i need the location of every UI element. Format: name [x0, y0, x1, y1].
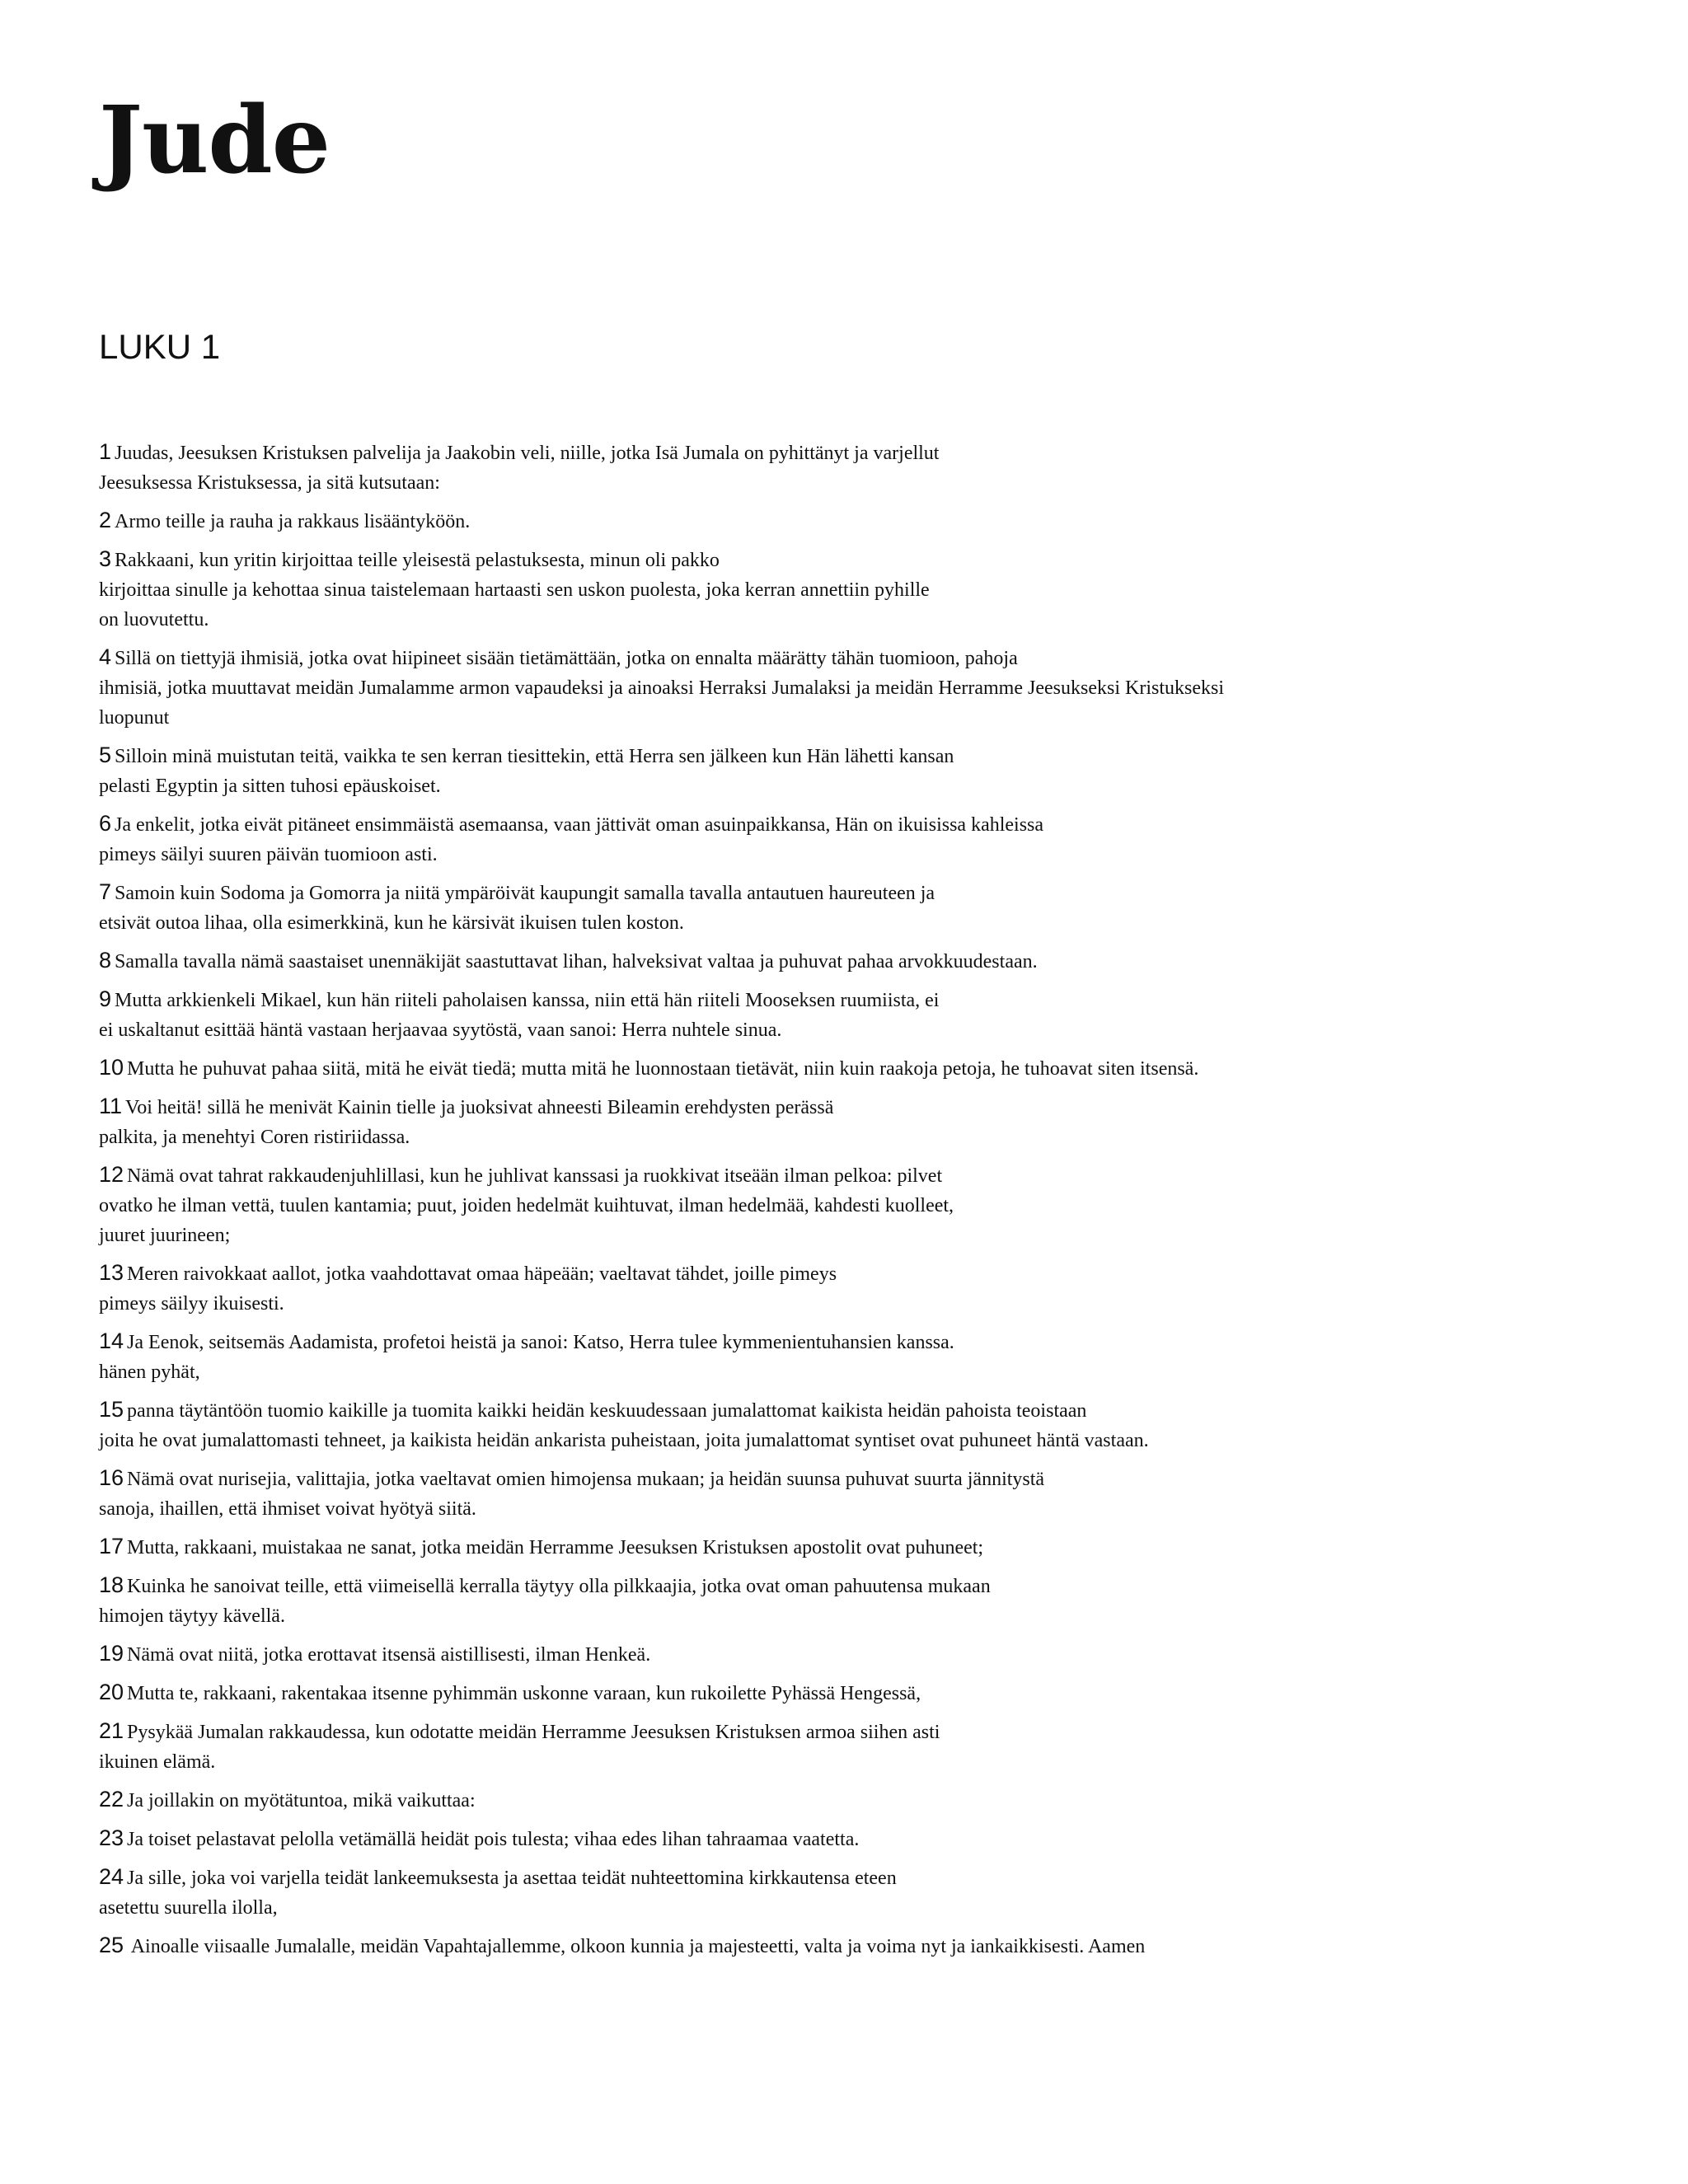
verse-text: Ja sille, joka voi varjella teidät lankeemuksesta ja asettaa teidät nuhteettomina kirkkautensa eteen	[127, 1868, 897, 1889]
verse-number: 19	[99, 1641, 124, 1666]
verse-line: asetettu suurella ilolla,	[99, 1897, 278, 1919]
verse-text: Mutta he puhuvat pahaa siitä, mitä he eivät tiedä; mutta mitä he luonnostaan tietävät, niin kuin raakoja petoja, he tuhoavat siten itsensä.	[127, 1058, 1199, 1080]
verse-1	[99, 437, 1500, 498]
verse-text: Armo teille ja rauha ja rakkaus lisääntyköön.	[115, 511, 471, 532]
verse-text: Ja joillakin on myötätuntoa, mikä vaikuttaa:	[127, 1790, 476, 1811]
verse-8	[99, 945, 1500, 977]
verse-line	[99, 984, 1500, 1015]
verse-line: etsivät outoa lihaa, olla esimerkkinä, kun he kärsivät ikuisen tulen koston.	[99, 912, 684, 934]
verse-25	[99, 1930, 1500, 1961]
verse-line: sanoja, ihaillen, että ihmiset voivat hyötyä siitä.	[99, 1498, 476, 1520]
verse-22	[99, 1784, 1500, 1816]
verse-line	[99, 1258, 1500, 1289]
verse-line: on luovutettu.	[99, 609, 209, 630]
verse-number: 20	[99, 1680, 124, 1704]
verse-line	[99, 1638, 1500, 1670]
verse-text: Ja toiset pelastavat pelolla vetämällä heidät pois tulesta; vihaa edes lihan tahraamaa vaatetta.	[127, 1829, 860, 1850]
verse-line	[99, 437, 1500, 468]
verse-number: 23	[99, 1825, 124, 1850]
verse-text: Pysykää Jumalan rakkaudessa, kun odotatte meidän Herramme Jeesuksen Kristuksen armoa siihen asti	[127, 1722, 940, 1743]
verse-number: 10	[99, 1055, 124, 1080]
verse-number: 22	[99, 1787, 124, 1811]
verse-line: pimeys säilyi suuren päivän tuomioon asti.	[99, 844, 438, 865]
verse-line: hänen pyhät,	[99, 1361, 200, 1383]
verse-number: 15	[99, 1397, 124, 1422]
verse-text: Sillä on tiettyjä ihmisiä, jotka ovat hiipineet sisään tietämättään, jotka on ennalta määrätty tähän tuomioon, pahoja	[115, 648, 1018, 669]
verse-number: 21	[99, 1718, 124, 1743]
verse-text: Samalla tavalla nämä saastaiset unennäkijät saastuttavat lihan, halveksivat valtaa ja puhuvat pahaa arvokkuudestaan.	[115, 951, 1038, 972]
verse-line	[99, 505, 1500, 537]
verse-number: 13	[99, 1260, 124, 1285]
verse-text: Mutta te, rakkaani, rakentakaa itsenne pyhimmän uskonne varaan, kun rukoilette Pyhässä Hengessä,	[127, 1683, 921, 1704]
verse-line: palkita, ja menehtyi Coren ristiriidassa.	[99, 1127, 410, 1148]
verse-line	[99, 1677, 1500, 1708]
verse-text: Mutta arkkienkeli Mikael, kun hän riiteli paholaisen kanssa, niin että hän riiteli Mooseksen ruumiista, ei	[115, 990, 940, 1011]
verse-line	[99, 1716, 1500, 1747]
verse-20	[99, 1677, 1500, 1708]
verse-line	[99, 1326, 1500, 1357]
verse-12	[99, 1160, 1500, 1250]
verse-line: luopunut	[99, 707, 170, 729]
verse-5	[99, 740, 1500, 801]
verse-line	[99, 1052, 1500, 1084]
verse-6	[99, 808, 1500, 869]
verse-line: ihmisiä, jotka muuttavat meidän Jumalamme armon vapaudeksi ja ainoaksi Herraksi Jumalaksi ja meidän Herramme Jeesukseksi Kristukseksi	[99, 677, 1224, 699]
verse-text: Voi heitä! sillä he menivät Kainin tielle ja juoksivat ahneesti Bileamin erehdysten perässä	[125, 1097, 834, 1118]
verse-line	[99, 544, 1500, 575]
verse-line	[99, 945, 1500, 977]
verse-23	[99, 1823, 1500, 1854]
verse-line	[99, 808, 1500, 840]
verse-number: 25	[99, 1933, 124, 1957]
verse-19	[99, 1638, 1500, 1670]
verse-line: ikuinen elämä.	[99, 1751, 216, 1773]
chapter-heading: LUKU 1	[99, 327, 221, 366]
verse-text: Samoin kuin Sodoma ja Gomorra ja niitä ympäröivät kaupungit samalla tavalla antautuen haureuteen ja	[115, 883, 935, 904]
verse-text: Juudas, Jeesuksen Kristuksen palvelija ja Jaakobin veli, niille, jotka Isä Jumala on pyhittänyt ja varjellut	[115, 443, 940, 464]
verse-18	[99, 1570, 1500, 1631]
verse-line	[99, 1394, 1500, 1426]
verse-number: 8	[99, 948, 112, 972]
verse-line	[99, 1091, 1500, 1122]
verse-3	[99, 544, 1500, 635]
verse-13	[99, 1258, 1500, 1319]
verse-11	[99, 1091, 1500, 1152]
verse-line	[99, 1531, 1500, 1563]
verse-number: 9	[99, 987, 112, 1011]
verse-line	[99, 877, 1500, 908]
verse-10	[99, 1052, 1500, 1084]
verse-text: Ainoalle viisaalle Jumalalle, meidän Vapahtajallemme, olkoon kunnia ja majesteetti, valta ja voima nyt ja iankaikkisesti. Aamen	[127, 1936, 1146, 1957]
verse-16	[99, 1463, 1500, 1524]
verse-text: Ja Eenok, seitsemäs Aadamista, profetoi heistä ja sanoi: Katso, Herra tulee kymmenientuhansien kanssa.	[127, 1332, 954, 1353]
verse-number: 2	[99, 508, 112, 532]
verse-line	[99, 1862, 1500, 1893]
verse-text: Rakkaani, kun yritin kirjoittaa teille yleisestä pelastuksesta, minun oli pakko	[115, 550, 720, 571]
verse-number: 16	[99, 1465, 124, 1490]
verse-line	[99, 1160, 1500, 1191]
verse-line	[99, 1570, 1500, 1601]
verse-line	[99, 1930, 1500, 1961]
verse-number: 5	[99, 743, 112, 767]
verse-15	[99, 1394, 1500, 1455]
verse-text: Silloin minä muistutan teitä, vaikka te sen kerran tiesittekin, että Herra sen jälkeen kun Hän lähetti kansan	[115, 746, 954, 767]
verse-line	[99, 740, 1500, 771]
verse-list	[99, 437, 1500, 1969]
verse-line: Jeesuksessa Kristuksessa, ja sitä kutsutaan:	[99, 472, 440, 494]
verse-number: 18	[99, 1572, 124, 1597]
verse-line: kirjoittaa sinulle ja kehottaa sinua taistelemaan hartaasti sen uskon puolesta, joka kerran annettiin pyhille	[99, 579, 930, 601]
verse-line	[99, 1823, 1500, 1854]
verse-number: 3	[99, 546, 112, 571]
verse-text: Nämä ovat niitä, jotka erottavat itsensä aistillisesti, ilman Henkeä.	[127, 1644, 651, 1666]
book-title: Jude	[99, 87, 330, 194]
verse-line: joita he ovat jumalattomasti tehneet, ja kaikista heidän ankarista puheistaan, joita jumalattomat syntiset ovat puhuneet häntä vastaan.	[99, 1430, 1149, 1451]
verse-text: panna täytäntöön tuomio kaikille ja tuomita kaikki heidän keskuudessaan jumalattomat kaikista heidän pahoista teoistaan	[127, 1400, 1087, 1422]
verse-21	[99, 1716, 1500, 1777]
verse-number: 14	[99, 1329, 124, 1353]
verse-text: Meren raivokkaat aallot, jotka vaahdottavat omaa häpeään; vaeltavat tähdet, joille pimeys	[127, 1263, 837, 1285]
verse-number: 6	[99, 811, 112, 836]
verse-line: ovatko he ilman vettä, tuulen kantamia; puut, joiden hedelmät kuihtuvat, ilman hedelmää, kahdesti kuolleet,	[99, 1195, 954, 1216]
verse-text: Ja enkelit, jotka eivät pitäneet ensimmäistä asemaansa, vaan jättivät oman asuinpaikkansa, Hän on ikuisissa kahleissa	[115, 814, 1044, 836]
verse-number: 4	[99, 644, 112, 669]
verse-line	[99, 1463, 1500, 1494]
verse-9	[99, 984, 1500, 1045]
verse-number: 1	[99, 439, 112, 464]
verse-line: himojen täytyy kävellä.	[99, 1605, 285, 1627]
verse-14	[99, 1326, 1500, 1387]
verse-line	[99, 1784, 1500, 1816]
verse-text: Nämä ovat nurisejia, valittajia, jotka vaeltavat omien himojensa mukaan; ja heidän suunsa puhuvat suurta jännitystä	[127, 1469, 1045, 1490]
verse-line: juuret juurineen;	[99, 1225, 231, 1246]
verse-number: 24	[99, 1864, 124, 1889]
verse-4	[99, 642, 1500, 733]
verse-line: pelasti Egyptin ja sitten tuhosi epäuskoiset.	[99, 776, 441, 797]
verse-text: Nämä ovat tahrat rakkaudenjuhlillasi, kun he juhlivat kanssasi ja ruokkivat itseään ilman pelkoa: pilvet	[127, 1165, 943, 1187]
verse-number: 7	[99, 879, 112, 904]
verse-7	[99, 877, 1500, 938]
verse-line	[99, 642, 1500, 673]
verse-number: 12	[99, 1162, 124, 1187]
verse-17	[99, 1531, 1500, 1563]
verse-number: 11	[99, 1094, 123, 1118]
verse-number: 17	[99, 1534, 124, 1558]
verse-text: Kuinka he sanoivat teille, että viimeisellä kerralla täytyy olla pilkkaajia, jotka ovat oman pahuutensa mukaan	[127, 1576, 991, 1597]
verse-text: Mutta, rakkaani, muistakaa ne sanat, jotka meidän Herramme Jeesuksen Kristuksen apostolit ovat puhuneet;	[127, 1537, 984, 1558]
verse-2	[99, 505, 1500, 537]
verse-24	[99, 1862, 1500, 1923]
verse-line: ei uskaltanut esittää häntä vastaan herjaavaa syytöstä, vaan sanoi: Herra nuhtele sinua.	[99, 1019, 782, 1041]
verse-line: pimeys säilyy ikuisesti.	[99, 1293, 284, 1315]
